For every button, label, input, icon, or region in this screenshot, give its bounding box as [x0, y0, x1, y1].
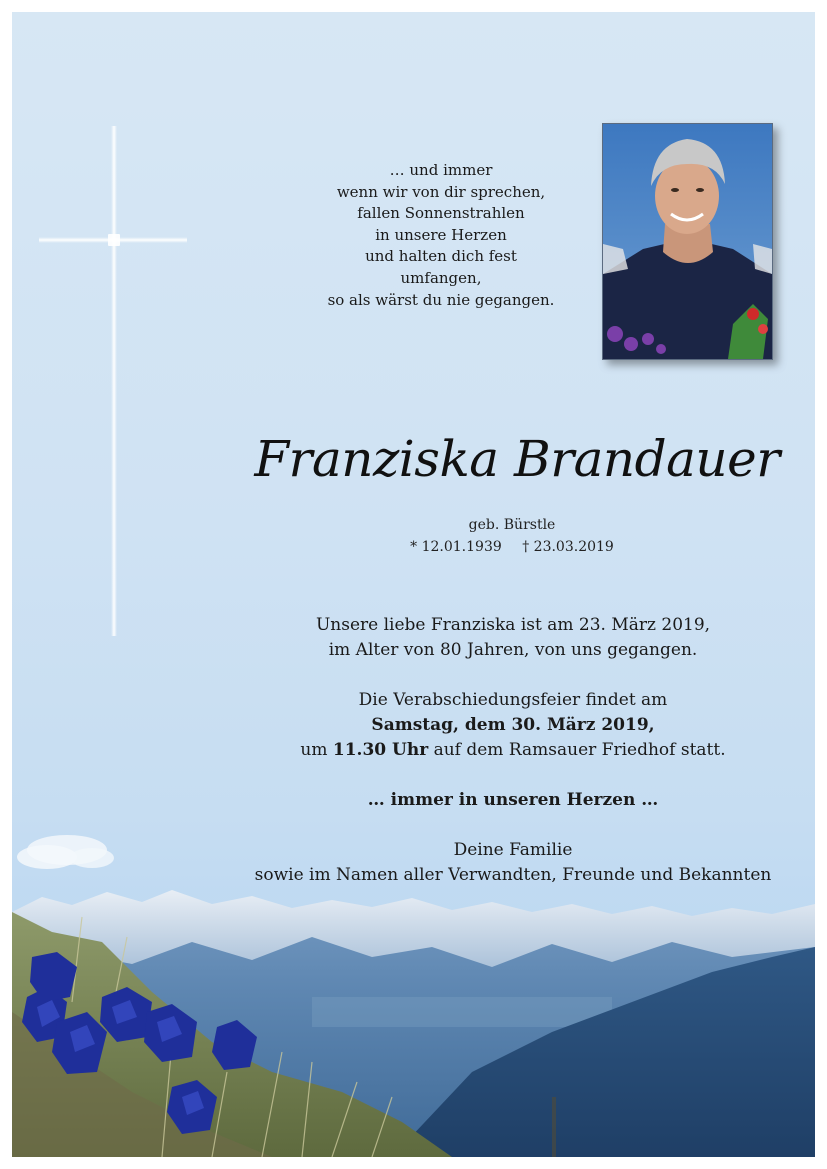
poem-line: umfangen, [400, 268, 482, 287]
birth-name: geb. Bürstle [468, 517, 556, 533]
signature-line: sowie im Namen aller Verwandten, Freunde und Bekannten [254, 865, 772, 885]
ceremony-line: Die Verabschiedungsfeier findet am [358, 690, 668, 710]
cross-vertical-beam [111, 126, 117, 636]
deceased-name: Franziska Brandauer [254, 430, 780, 488]
signature-line: Deine Familie [453, 840, 573, 860]
obituary-card [12, 12, 815, 1157]
ceremony-location: auf dem Ramsauer Friedhof statt. [433, 740, 726, 760]
signature [227, 838, 799, 888]
ceremony-time-prefix: um [300, 740, 328, 760]
life-dates [372, 539, 652, 555]
poem-line: … und immer [389, 161, 493, 179]
poem-line: so als wärst du nie gegangen. [327, 290, 555, 309]
announcement [227, 613, 799, 663]
announcement-line: im Alter von 80 Jahren, von uns gegangen. [328, 640, 698, 660]
motto: … immer in unseren Herzen … [367, 790, 659, 810]
ceremony-time-line [227, 738, 799, 763]
poem-line: fallen Sonnenstrahlen [357, 204, 525, 223]
birth-date: * 12.01.1939 [410, 539, 502, 555]
ceremony-info [227, 688, 799, 763]
death-date: † 23.03.2019 [522, 539, 614, 555]
poem [302, 160, 580, 311]
ceremony-time: 11.30 Uhr [332, 740, 429, 760]
poem-line: und halten dich fest [365, 247, 517, 266]
cross-center [108, 234, 120, 246]
poem-line: wenn wir von dir sprechen, [336, 182, 546, 201]
poem-line: in unsere Herzen [375, 225, 507, 244]
announcement-line: Unsere liebe Franziska ist am 23. März 2019, [315, 615, 711, 635]
portrait-photo [602, 123, 773, 360]
ceremony-date: Samstag, dem 30. März 2019, [371, 715, 655, 735]
